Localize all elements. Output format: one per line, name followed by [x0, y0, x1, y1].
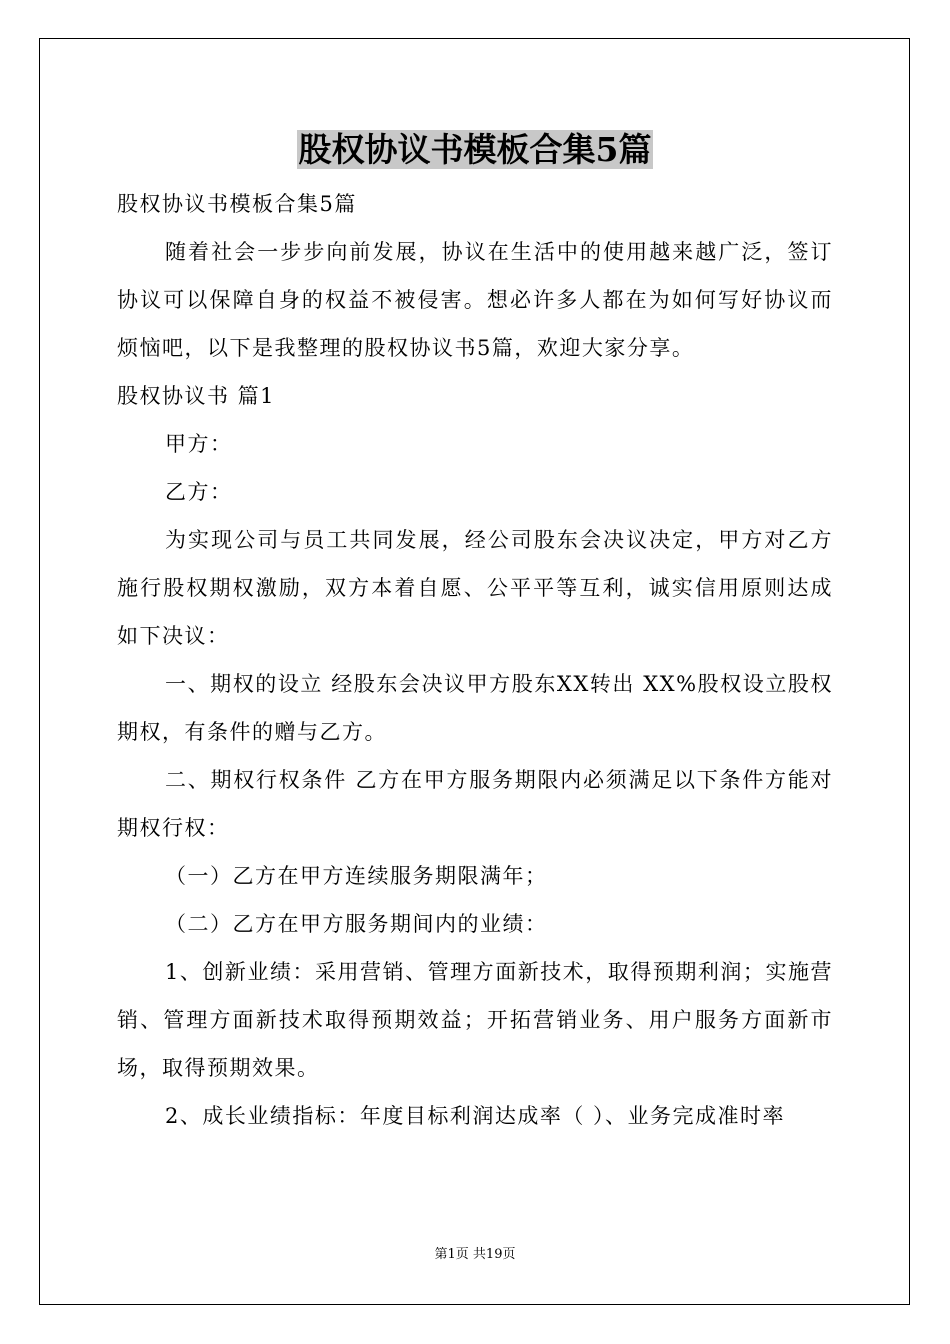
- clause-1: 一、期权的设立 经股东会决议甲方股东XX转出 XX%股权设立股权期权，有条件的赠与乙方。: [117, 672, 833, 744]
- party-b-line: 乙方：: [165, 480, 233, 504]
- item-1: 1、创新业绩：采用营销、管理方面新技术，取得预期利润；实施营销、管理方面新技术取得预期效益；开拓营销业务、用户服务方面新市场，取得预期效果。: [117, 960, 833, 1080]
- paragraph-intro: 随着社会一步步向前发展，协议在生活中的使用越来越广泛，签订协议可以保障自身的权益不被侵害。想必许多人都在为如何写好协议而烦恼吧，以下是我整理的股权协议书5篇，欢迎大家分享。: [117, 240, 833, 360]
- title-text: 股权协议书模板合集5篇: [298, 130, 652, 169]
- condition-1: （一）乙方在甲方连续服务期限满年；: [165, 864, 548, 888]
- condition-2: （二）乙方在甲方服务期间内的业绩：: [165, 912, 548, 936]
- page-footer: 第1页 共19页: [434, 1247, 516, 1262]
- section-heading: 股权协议书 篇1: [117, 384, 276, 408]
- item-2: 2、成长业绩指标：年度目标利润达成率（ ）、业务完成准时率: [165, 1104, 786, 1128]
- document-title: [0, 126, 950, 174]
- paragraph-purpose: 为实现公司与员工共同发展，经公司股东会决议决定，甲方对乙方施行股权期权激励，双方本着自愿、公平平等互利，诚实信用原则达成如下决议：: [117, 528, 833, 648]
- clause-2: 二、期权行权条件 乙方在甲方服务期限内必须满足以下条件方能对期权行权：: [117, 768, 833, 840]
- document-body: [117, 180, 833, 1140]
- subtitle: 股权协议书模板合集5篇: [117, 192, 357, 216]
- party-a-line: 甲方：: [165, 432, 233, 456]
